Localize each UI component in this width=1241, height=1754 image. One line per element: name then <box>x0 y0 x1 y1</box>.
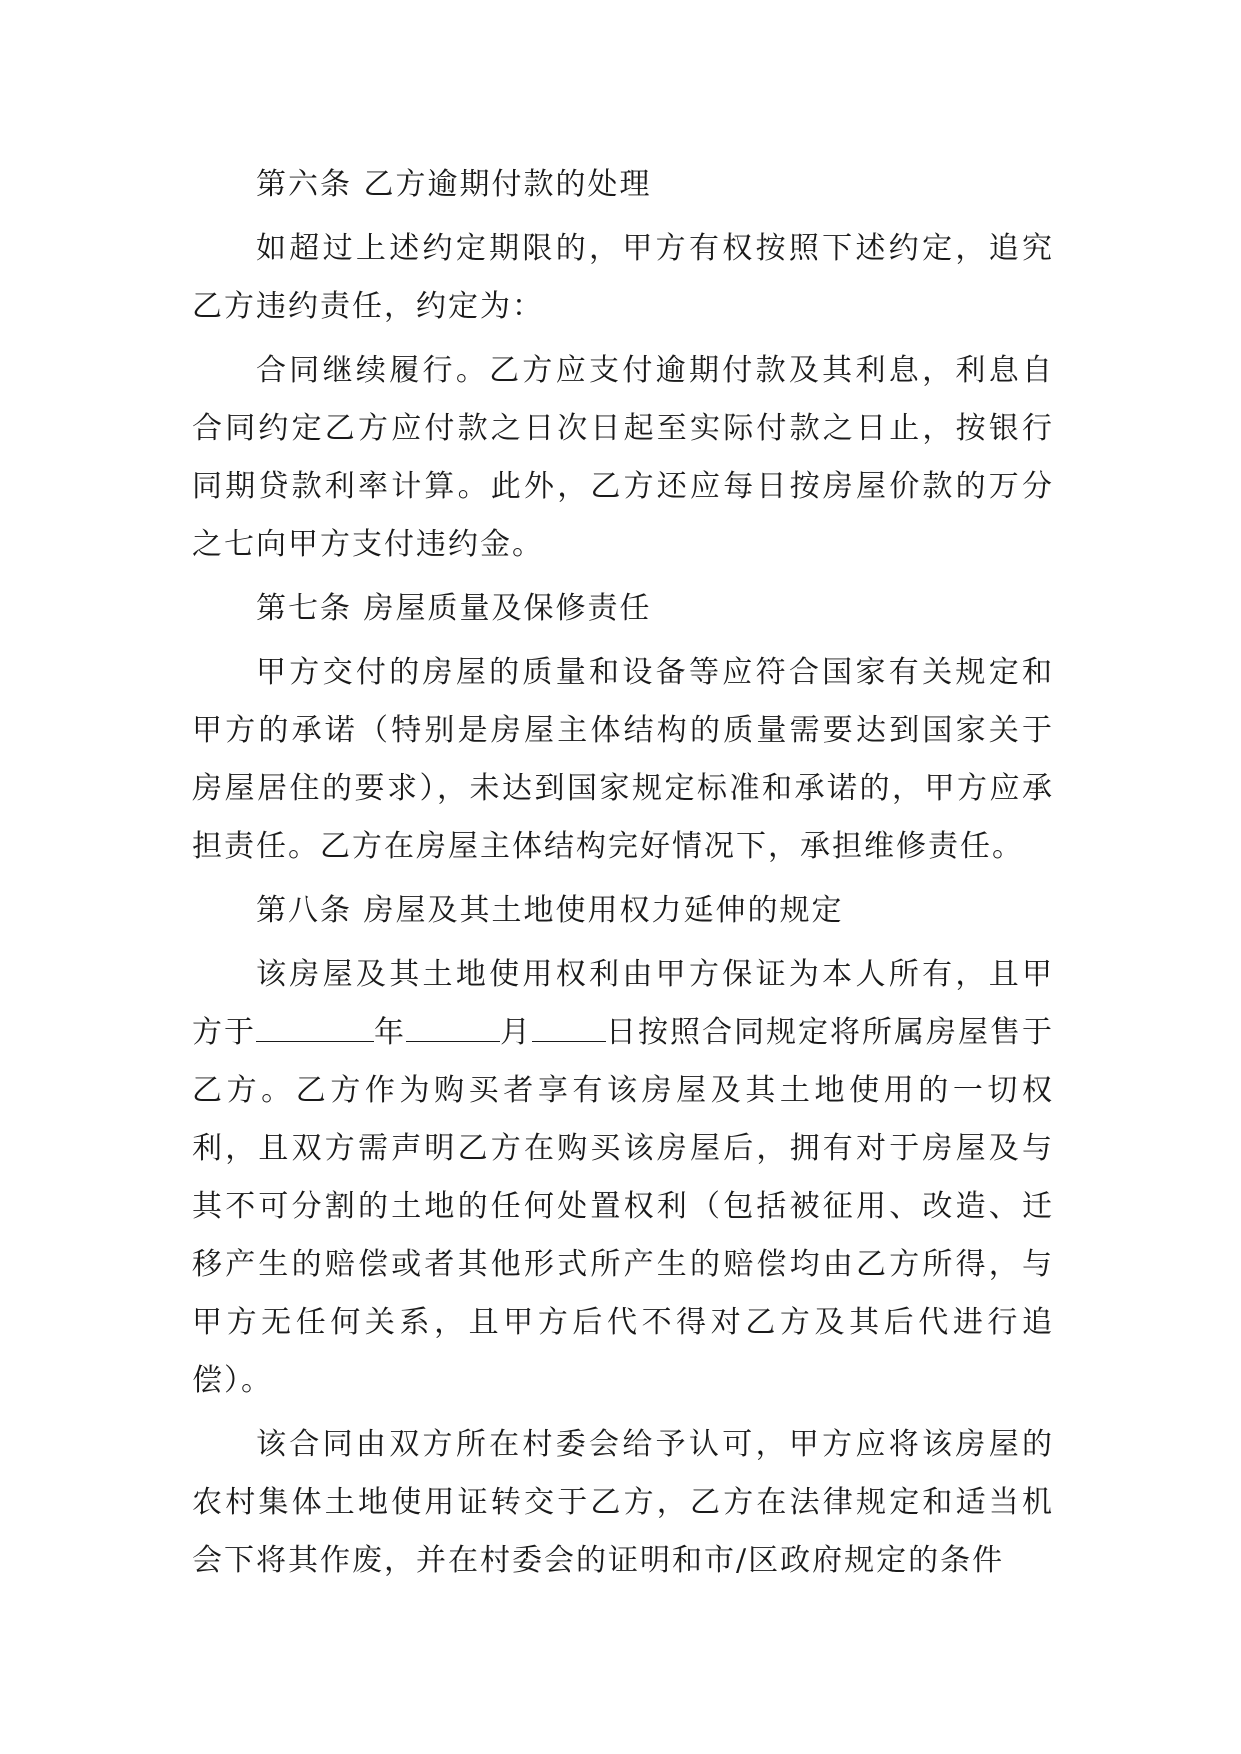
article-8-paragraph-2: 该合同由双方所在村委会给予认可，甲方应将该房屋的农村集体土地使用证转交于乙方，乙方在法律规定和适当机会下将其作废，并在村委会的证明和市/区政府规定的条件 <box>192 1427 1054 1578</box>
contract-text <box>192 156 1054 1596</box>
month-label: 月 <box>500 1015 532 1050</box>
day-blank <box>532 1011 606 1042</box>
year-label: 年 <box>374 1015 406 1050</box>
article-6-heading: 第六条 乙方逾期付款的处理 <box>256 167 652 202</box>
article-7-paragraph-1: 甲方交付的房屋的质量和设备等应符合国家有关规定和甲方的承诺（特别是房屋主体结构的质量需要达到国家关于房屋居住的要求），未达到国家规定标准和承诺的，甲方应承担责任。乙方在房屋主体结构完好情况下，承担维修责任。 <box>192 655 1054 864</box>
month-blank <box>406 1011 500 1042</box>
article-8-text-rest: 日按照合同规定将所属房屋售于乙方。乙方作为购买者享有该房屋及其土地使用的一切权利，且双方需声明乙方在购买该房屋后，拥有对于房屋及与其不可分割的土地的任何处置权利（包括被征用、改造、迁移产生的赔偿或者其他形式所产生的赔偿均由乙方所得，与甲方无任何关系，且甲方后代不得对乙方及其后代进行追偿）。 <box>192 1015 1054 1398</box>
article-8-heading: 第八条 房屋及其土地使用权力延伸的规定 <box>256 893 844 928</box>
article-8-text-start: 该房屋及其土地使用权利由甲方保证为本人所有，且甲方于 <box>192 957 1054 1050</box>
article-7-heading: 第七条 房屋质量及保修责任 <box>256 591 652 626</box>
article-6-paragraph-1: 如超过上述约定期限的，甲方有权按照下述约定，追究乙方违约责任，约定为： <box>192 231 1054 324</box>
article-6-paragraph-2: 合同继续履行。乙方应支付逾期付款及其利息，利息自合同约定乙方应付款之日次日起至实际付款之日止，按银行同期贷款利率计算。此外，乙方还应每日按房屋价款的万分之七向甲方支付违约金。 <box>192 353 1054 562</box>
year-blank <box>256 1011 374 1042</box>
article-8-paragraph-1 <box>192 946 1054 1410</box>
